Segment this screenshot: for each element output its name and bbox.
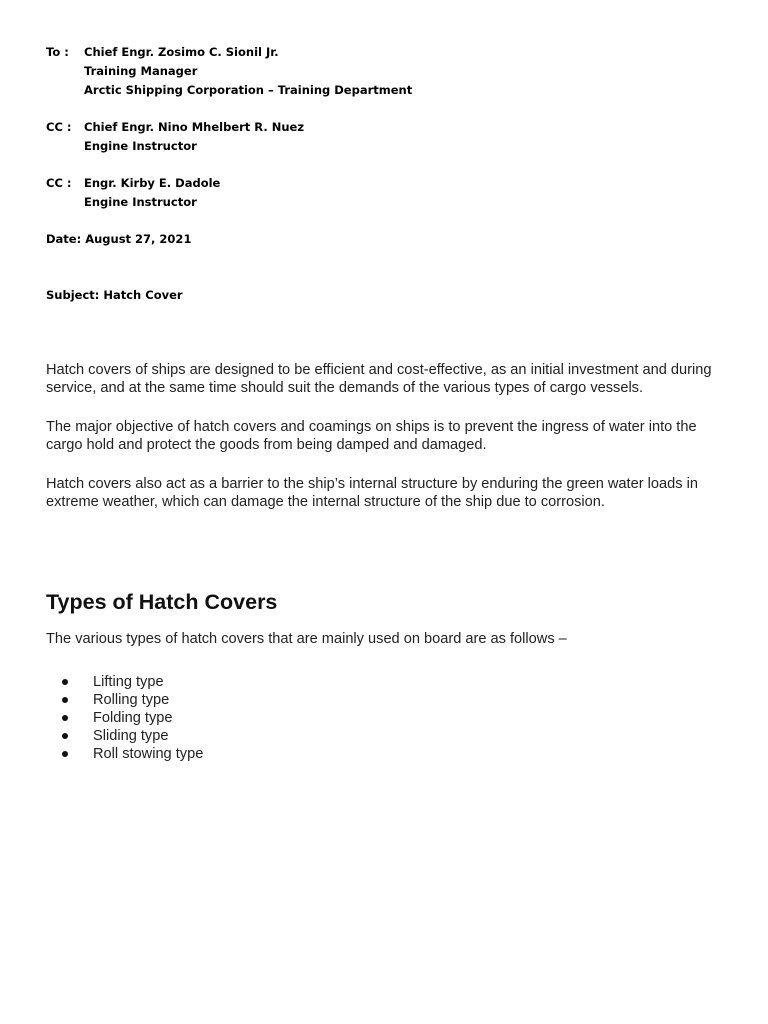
memo-cc-2 <box>46 174 412 212</box>
memo-date: Date: August 27, 2021 <box>46 232 192 246</box>
bullet-icon <box>62 733 68 739</box>
body-text <box>46 361 726 532</box>
cc-name: Engr. Kirby E. Dadole <box>84 176 221 190</box>
to-title: Training Manager <box>84 64 198 78</box>
cc-title: Engine Instructor <box>84 139 197 153</box>
memo-cc-1 <box>46 118 412 156</box>
list-item <box>46 691 203 709</box>
bullet-icon <box>62 697 68 703</box>
cc-title: Engine Instructor <box>84 195 197 209</box>
memo-subject: Subject: Hatch Cover <box>46 288 183 302</box>
cc-label: CC : <box>46 120 72 134</box>
hatch-cover-types-list <box>46 673 203 763</box>
list-item-label: Rolling type <box>93 692 170 708</box>
list-item-label: Roll stowing type <box>93 746 204 762</box>
section-intro: The various types of hatch covers that are mainly used on board are as follows – <box>46 631 567 647</box>
list-item-label: Lifting type <box>93 674 164 690</box>
to-name: Chief Engr. Zosimo C. Sionil Jr. <box>84 45 279 59</box>
paragraph: Hatch covers also act as a barrier to the ship’s internal structure by enduring the green water loads in extreme weather, which can damage the internal structure of the ship due to corrosion. <box>46 476 698 510</box>
paragraph: Hatch covers of ships are designed to be efficient and cost-effective, as an initial investment and during service, and at the same time should suit the demands of the various types of cargo vessels. <box>46 362 712 396</box>
section-heading: Types of Hatch Covers <box>46 590 278 614</box>
bullet-icon <box>62 715 68 721</box>
list-item-label: Sliding type <box>93 728 169 744</box>
cc-name: Chief Engr. Nino Mhelbert R. Nuez <box>84 120 305 134</box>
list-item <box>46 709 203 727</box>
cc-label: CC : <box>46 176 72 190</box>
to-label: To : <box>46 45 69 59</box>
list-item <box>46 727 203 745</box>
bullet-icon <box>62 751 68 757</box>
list-item <box>46 745 203 763</box>
to-organization: Arctic Shipping Corporation – Training Department <box>84 83 413 97</box>
list-item-label: Folding type <box>93 710 173 726</box>
paragraph: The major objective of hatch covers and coamings on ships is to prevent the ingress of water into the cargo hold and protect the goods from being damped and damaged. <box>46 419 697 453</box>
memo-header <box>46 43 412 305</box>
bullet-icon <box>62 679 68 685</box>
memo-to <box>46 43 412 100</box>
list-item <box>46 673 203 691</box>
